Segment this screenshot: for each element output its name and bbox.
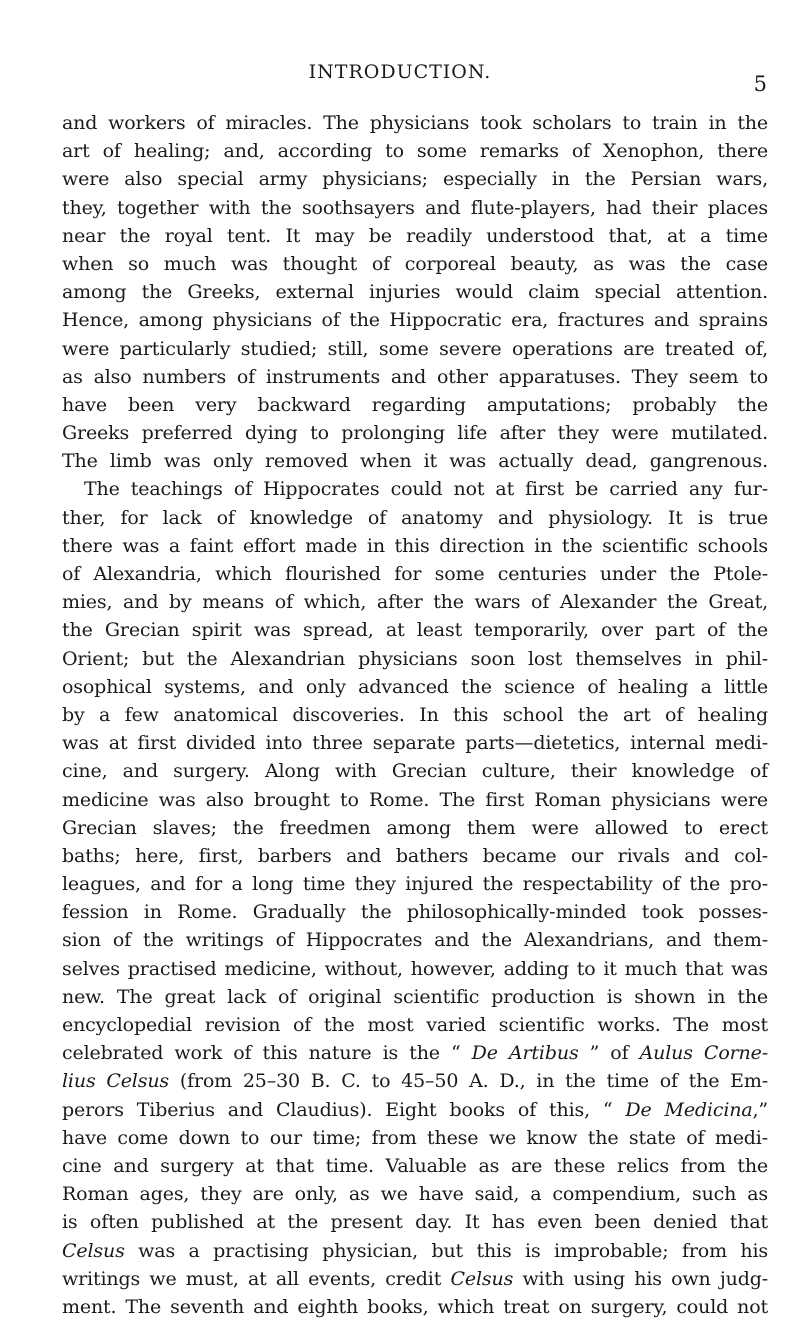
text-line: have come down to our time; from these we know the state of medi- [62, 1126, 768, 1149]
text-line: art of healing; and, according to some remarks of Xenophon, there [62, 140, 768, 163]
text-line: they, together with the soothsayers and flute-players, had their places [62, 196, 768, 219]
text-line: The limb was only removed when it was actually dead, gangrenous. [62, 450, 768, 473]
text-line: were particularly studied; still, some severe operations are treated of, [62, 337, 768, 360]
text-line: new. The great lack of original scientific production is shown in the [62, 985, 768, 1008]
text-line: osophical systems, and only advanced the science of healing a little [62, 675, 768, 698]
text-line: and workers of miracles. The physicians took scholars to train in the [62, 112, 768, 134]
text-line: baths; here, first, barbers and bathers became our rivals and col- [62, 844, 768, 867]
text-line: Hence, among physicians of the Hippocratic era, fractures and sprains [62, 309, 768, 332]
text-line: among the Greeks, external injuries would claim special attention. [62, 281, 768, 304]
page-number: 5 [753, 72, 767, 96]
text-line: Celsus was a practising physician, but this is improbable; from his [62, 1239, 768, 1262]
text-line: have been very backward regarding amputations; probably the [62, 393, 768, 416]
text-line: leagues, and for a long time they injured the respectability of the pro- [62, 873, 768, 896]
text-line: ther, for lack of knowledge of anatomy and physiology. It is true [62, 506, 768, 529]
text-line: as also numbers of instruments and other apparatuses. They seem to [62, 365, 768, 388]
text-line: fession in Rome. Gradually the philosophically-minded took posses- [62, 901, 768, 924]
text-line: of Alexandria, which flourished for some centuries under the Ptole- [62, 563, 768, 585]
text-line: the Grecian spirit was spread, at least temporarily, over part of the [62, 619, 768, 642]
text-line: cine, and surgery. Along with Grecian culture, their knowledge of [62, 760, 768, 783]
text-line: by a few anatomical discoveries. In this school the art of healing [62, 703, 768, 726]
text-line: perors Tiberius and Claudius). Eight books of this, “ De Medicina,” [62, 1098, 768, 1121]
text-line: when so much was thought of corporeal beauty, as was the case [62, 252, 768, 275]
text-line: near the royal tent. It may be readily understood that, at a time [62, 224, 768, 247]
text-line: Grecian slaves; the freedmen among them were allowed to erect [62, 816, 768, 839]
text-line: lius Celsus (from 25–30 B. C. to 45–50 A. D., in the time of the Em- [62, 1070, 768, 1093]
text-line: medicine was also brought to Rome. The first Roman physicians were [62, 788, 768, 811]
text-line: were also special army physicians; especially in the Persian wars, [62, 168, 768, 191]
text-line: mies, and by means of which, after the wars of Alexander the Great, [62, 591, 768, 614]
text-line: cine and surgery at that time. Valuable as are these relics from the [62, 1154, 768, 1177]
text-line: Roman ages, they are only, as we have said, a compendium, such as [62, 1183, 768, 1206]
text-line: there was a faint effort made in this direction in the scientific schools [62, 534, 768, 557]
text-line: The teachings of Hippocrates could not at first be carried any fur- [84, 478, 768, 501]
text-line: Orient; but the Alexandrian physicians soon lost themselves in phil- [62, 647, 768, 670]
text-line: celebrated work of this nature is the “ De Artibus ” of Aulus Corne- [62, 1042, 768, 1065]
text-line: ment. The seventh and eighth books, which treat on surgery, could not [62, 1295, 768, 1318]
text-line: encyclopedial revision of the most varied scientific works. The most [62, 1014, 768, 1036]
body-text [62, 109, 768, 1321]
text-line: sion of the writings of Hippocrates and the Alexandrians, and them- [62, 929, 768, 952]
text-line: writings we must, at all events, credit Celsus with using his own judg- [62, 1267, 769, 1290]
running-header-title: INTRODUCTION. [308, 61, 492, 83]
text-line: was at first divided into three separate parts—dietetics, internal medi- [62, 732, 768, 755]
text-line: selves practised medicine, without, however, adding to it much that was [62, 957, 768, 980]
text-line: is often published at the present day. It has even been denied that [62, 1211, 768, 1234]
text-line: Greeks preferred dying to prolonging life after they were mutilated. [62, 422, 768, 445]
